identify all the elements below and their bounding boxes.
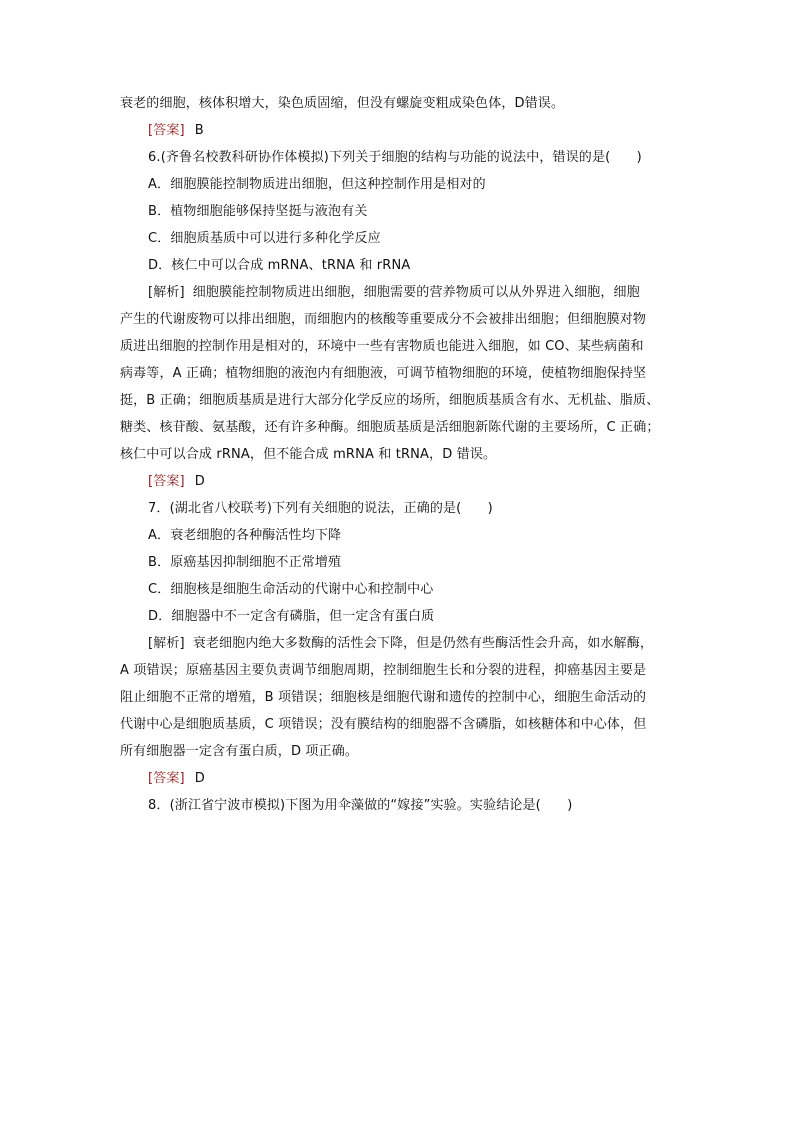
explanation-6 — [120, 279, 676, 468]
question-8: 8．(浙江省宁波市模拟)下图为用伞藻做的“嫁接”实验。实验结论是( ) — [148, 798, 573, 813]
option-7d: D．细胞器中不一定含有磷脂，但一定含有蛋白质 — [148, 609, 435, 624]
option-7b: B．原癌基因抑制细胞不正常增殖 — [148, 555, 342, 570]
answer-label: [答案] — [148, 771, 185, 786]
explanation-line: 产生的代谢废物可以排出细胞，而细胞内的核酸等重要成分不会被排出细胞；但细胞膜对物 — [120, 312, 647, 327]
answer-value: D — [194, 474, 205, 489]
option-7a: A．衰老细胞的各种酶活性均下降 — [148, 528, 342, 543]
explanation-line: 糖类、核苷酸、氨基酸，还有许多种酶。细胞质基质是活细胞新陈代谢的主要场所，C 正确； — [120, 420, 660, 435]
explanation-line — [120, 279, 676, 306]
answer-label: [答案] — [148, 123, 185, 138]
explanation-line: 挺，B 正确；细胞质基质是进行大部分化学反应的场所，细胞质基质含有水、无机盐、脂质、 — [120, 393, 660, 408]
explanation-7 — [120, 630, 676, 765]
answer-value: D — [194, 771, 205, 786]
explanation-label: [解析] — [148, 636, 185, 651]
explanation-text: 衰老细胞内绝大多数酶的活性会下降，但是仍然有些酶活性会升高，如水解酶， — [192, 636, 654, 651]
option-6b: B．植物细胞能够保持坚挺与液泡有关 — [148, 204, 368, 219]
answer-value: B — [194, 123, 204, 138]
question-7: 7．(湖北省八校联考)下列有关细胞的说法，正确的是( ) — [148, 501, 493, 516]
answer-row — [120, 117, 676, 144]
explanation-line — [120, 630, 676, 657]
explanation-line: 代谢中心是细胞质基质，C 项错误；没有膜结构的细胞器不含磷脂，如核糖体和中心体，但 — [120, 717, 647, 732]
explanation-text: 细胞膜能控制物质进出细胞，细胞需要的营养物质可以从外界进入细胞，细胞 — [192, 285, 640, 300]
answer-label: [答案] — [148, 474, 185, 489]
explanation-line: 核仁中可以合成 rRNA，但不能合成 mRNA 和 tRNA，D 错误。 — [120, 447, 497, 462]
answer-row — [120, 468, 676, 495]
answer-row — [120, 765, 676, 792]
option-7c: C．细胞核是细胞生命活动的代谢中心和控制中心 — [148, 582, 434, 597]
option-6a: A．细胞膜能控制物质进出细胞，但这种控制作用是相对的 — [148, 177, 486, 192]
explanation-line: 病毒等，A 正确；植物细胞的液泡内有细胞液，可调节植物细胞的环境，使植物细胞保持坚 — [120, 366, 647, 381]
explanation-line: 所有细胞器一定含有蛋白质，D 项正确。 — [120, 744, 358, 759]
text-line: 衰老的细胞，核体积增大，染色质固缩，但没有螺旋变粗成染色体，D错误。 — [120, 96, 565, 111]
explanation-line: 阻止细胞不正常的增殖，B 项错误；细胞核是细胞代谢和遗传的控制中心，细胞生命活动的 — [120, 690, 647, 705]
option-6d: D．核仁中可以合成 mRNA、tRNA 和 rRNA — [148, 258, 411, 273]
question-6: 6.(齐鲁名校教科研协作体模拟)下列关于细胞的结构与功能的说法中，错误的是( ) — [148, 150, 642, 165]
option-6c: C．细胞质基质中可以进行多种化学反应 — [148, 231, 381, 246]
document-page — [120, 90, 676, 819]
explanation-line: A 项错误；原癌基因主要负责调节细胞周期，控制细胞生长和分裂的进程，抑癌基因主要是 — [120, 663, 647, 678]
explanation-line: 质进出细胞的控制作用是相对的，环境中一些有害物质也能进入细胞，如 CO、某些病菌和 — [120, 339, 644, 354]
explanation-label: [解析] — [148, 285, 185, 300]
